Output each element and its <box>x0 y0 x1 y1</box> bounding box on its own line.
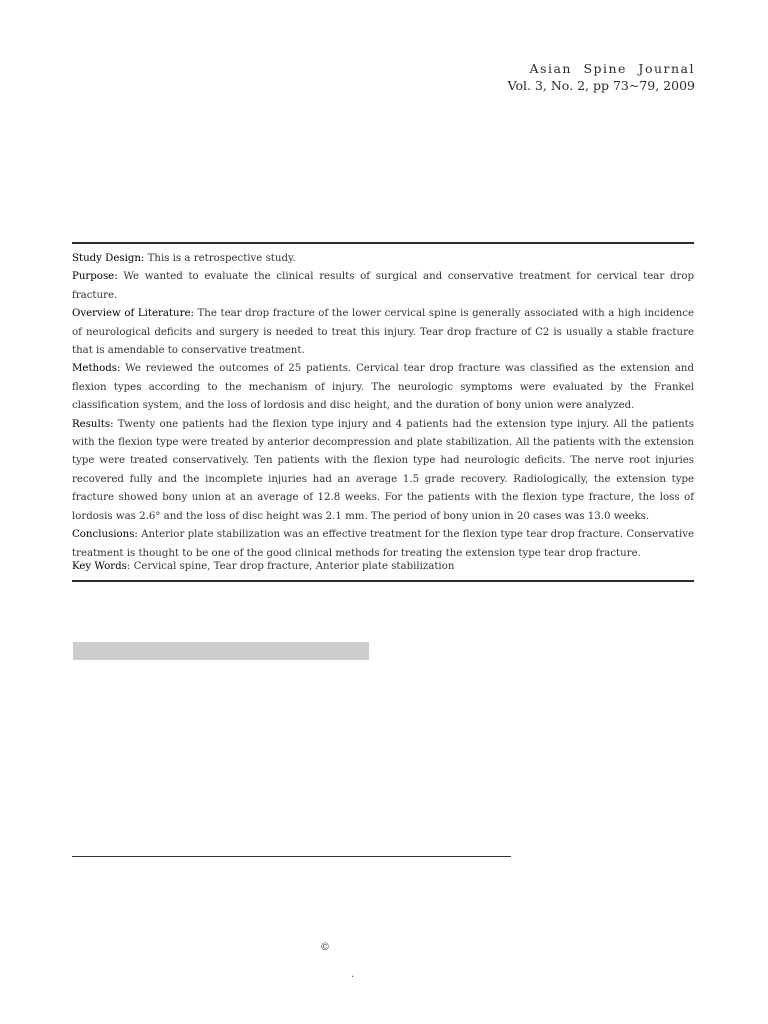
footnote-rule <box>72 856 511 857</box>
abstract-bottom-rule <box>72 580 694 582</box>
keywords-text: : Cervical spine, Tear drop fracture, Anterior plate stabilization <box>126 561 455 572</box>
study-design-paragraph <box>72 250 694 268</box>
results-label: Results: <box>72 418 114 430</box>
purpose-label: Purpose: <box>72 271 118 283</box>
conclusions-paragraph <box>72 526 694 563</box>
abstract <box>72 250 694 563</box>
journal-name: Asian Spine Journal <box>529 61 695 76</box>
purpose-text: We wanted to evaluate the clinical results of surgical and conservative treatment for cervical tear drop fracture. <box>72 271 694 301</box>
journal-header <box>508 60 695 94</box>
study-design-text: This is a retrospective study. <box>144 253 296 264</box>
keywords-label: Key Words <box>72 561 127 572</box>
overview-paragraph <box>72 305 694 360</box>
copyright-symbol: © <box>320 942 330 953</box>
overview-label: Overview of Literature: <box>72 308 194 320</box>
journal-citation: Vol. 3, No. 2, pp 73~79, 2009 <box>507 78 695 93</box>
results-paragraph <box>72 416 694 526</box>
conclusions-text: Anterior plate stabilization was an effective treatment for the flexion type tear drop fracture. Conservative treatment is thought to be one of the good clinical methods for treating the extension type tear drop fracture. <box>72 529 694 559</box>
methods-paragraph <box>72 360 694 415</box>
methods-text: We reviewed the outcomes of 25 patients. Cervical tear drop fracture was classified as the extension and flexion types according to the mechanism of injury. The neurologic symptoms were evaluated by the Frankel classification system, and the loss of lordosis and disc height, and the duration of bony union were analyzed. <box>72 363 694 412</box>
overview-text: The tear drop fracture of the lower cervical spine is generally associated with a high incidence of neurological deficits and surgery is needed to treat this injury. Tear drop fracture of C2 is usually a stable fracture that is amendable to conservative treatment. <box>72 308 694 357</box>
methods-label: Methods: <box>72 363 121 375</box>
footer-dot: . <box>351 969 355 980</box>
study-design-label: Study Design: <box>72 253 145 264</box>
keywords <box>72 561 694 572</box>
section-heading-placeholder <box>73 642 369 660</box>
abstract-top-rule <box>72 242 694 244</box>
results-text: Twenty one patients had the flexion type injury and 4 patients had the extension type injury. All the patients with the flexion type were treated by anterior decompression and plate stabilization. All the patients with the extension type were treated conservatively. Ten patients with the flexion type had neurologic deficits. The nerve root injuries recovered fully and the incomplete injuries had an average 1.5 grade recovery. Radiologically, the extension type fracture showed bony union at an average of 12.8 weeks. For the patients with the flexion type fracture, the loss of lordosis was 2.6° and the loss of disc height was 2.1 mm. The period of bony union in 20 cases was 13.0 weeks. <box>72 418 694 522</box>
purpose-paragraph <box>72 268 694 305</box>
conclusions-label: Conclusions: <box>72 529 138 541</box>
